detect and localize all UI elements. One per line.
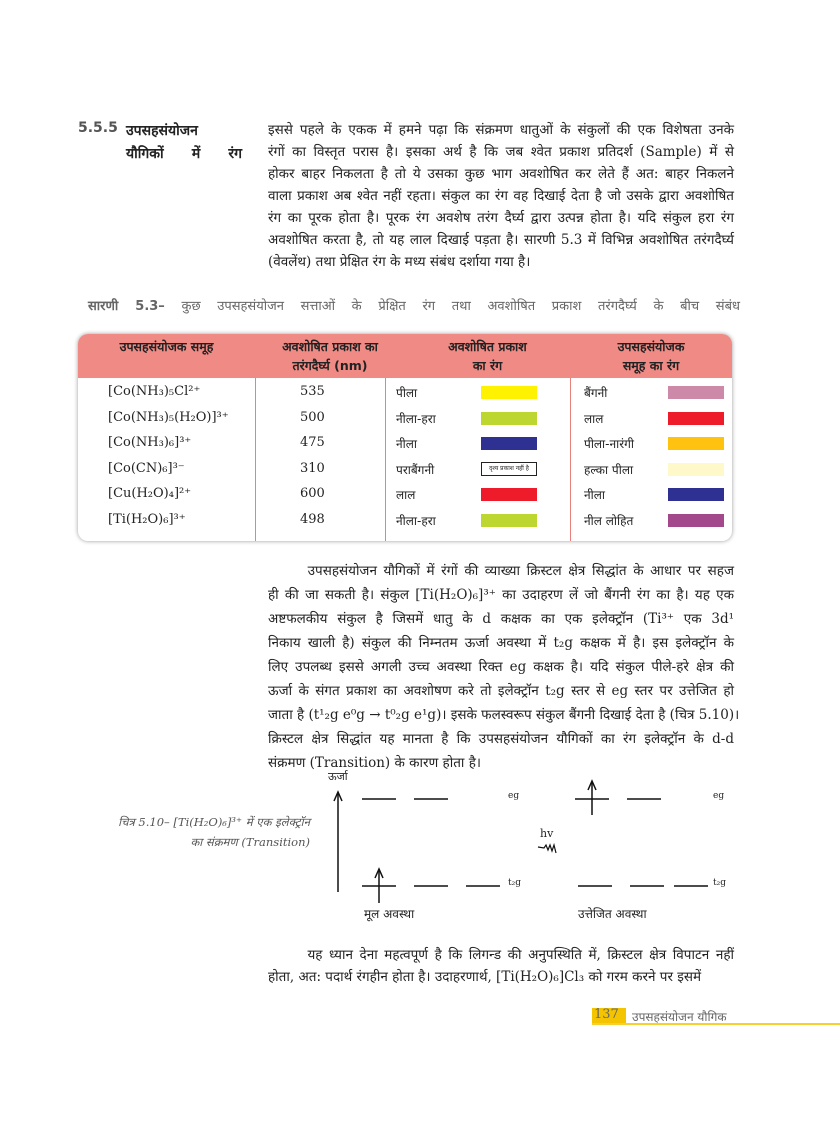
entity-formula: [Co(NH₃)₅(H₂O)]³⁺ xyxy=(108,409,229,425)
photon-wave xyxy=(538,845,556,853)
absorbed-color-name: नीला xyxy=(396,437,418,451)
header-observed-color: उपसहसंयोजक समूह का रंग xyxy=(617,339,685,373)
absorbed-color-name: लाल xyxy=(396,488,416,502)
text-line: इससे पहले के एकक में हमने पढ़ा कि संक्रमण धातुओं के संकुलों की एक विशेषता उनके xyxy=(268,122,734,138)
text-line: होकर बाहर निकलता है तो ये उसका कुछ भाग अवशोषित कर लेते हैं अत: बाहर निकलने xyxy=(268,166,734,182)
color-wavelength-table xyxy=(78,334,732,541)
absorbed-color-name: पराबैंगनी xyxy=(396,462,435,477)
observed-color-name: नील लोहित xyxy=(584,513,634,528)
energy-label: ऊर्जा xyxy=(328,770,348,783)
text-line: ऊर्जा के संगत प्रकाश का अवशोषण करे तो इलेक्ट्रॉन t₂g स्तर से eg स्तर पर उत्तेजित हो xyxy=(268,683,734,699)
ground-state-label: मूल अवस्था xyxy=(364,907,415,921)
observed-color-name: बैंगनी xyxy=(584,386,608,400)
wavelength-value: 475 xyxy=(300,435,325,450)
observed-color-name: लाल xyxy=(584,411,604,426)
crystal-field-paragraph xyxy=(268,559,740,775)
table-row xyxy=(78,380,732,405)
text-line: होता, अत: पदार्थ रंगहीन होता है। उदाहरणार्थ, [Ti(H₂O)₆]Cl₃ को गरम करने पर इसमें xyxy=(268,969,702,985)
header-wavelength: अवशोषित प्रकाश का तरंगदैर्घ्य (nm) xyxy=(282,339,378,373)
entity-formula: [Co(NH₃)₆]³⁺ xyxy=(108,435,192,450)
absorbed-note: दृश्य प्रकाश नहीं है xyxy=(481,462,537,476)
section-title-line: यौगिकों में रंग xyxy=(126,146,242,162)
absorbed-color-name: पीला xyxy=(396,386,418,400)
absorbed-color-swatch xyxy=(481,488,537,501)
observed-color-swatch xyxy=(668,463,724,476)
absorbed-color-swatch xyxy=(481,437,537,450)
text-line: यह ध्यान देना महत्वपूर्ण है कि लिगन्ड की अनुपस्थिति में, क्रिस्टल क्षेत्र विपाटन नहीं xyxy=(268,947,734,963)
text-line: क्रिस्टल क्षेत्र सिद्धांत यह मानता है कि उपसहसंयोजन यौगिकों का रंग इलेक्ट्रॉन के d-d xyxy=(268,731,734,747)
wavelength-value: 310 xyxy=(300,460,325,476)
text-line: अष्टफलकीय संकुल है जिसमें धातु के d कक्षक का एक इलेक्ट्रॉन (Ti³⁺ एक 3d¹ xyxy=(268,611,734,627)
t2g-label: t₂g xyxy=(713,878,726,888)
wavelength-value: 535 xyxy=(300,384,325,399)
header-absorbed-color: अवशोषित प्रकाश का रंग xyxy=(448,339,527,373)
text-line: जाता है (t¹₂g e⁰g → t⁰₂g e¹g)। इसके फलस्वरूप संकुल बैंगनी दिखाई देता है (चित्र 5.10)। xyxy=(268,707,740,723)
table-row xyxy=(78,482,732,507)
absorbed-color-swatch xyxy=(481,514,537,527)
photon-label: hv xyxy=(540,827,554,840)
section-number: 5.5.5 xyxy=(78,120,118,136)
text-line: रंगों का विस्तृत परास है। इसका अर्थ है कि जब श्वेत प्रकाश प्रतिदर्श (Sample) में से xyxy=(268,144,734,160)
table-row xyxy=(78,508,732,533)
entity-formula: [Ti(H₂O)₆]³⁺ xyxy=(108,511,186,527)
running-head: उपसहसंयोजन यौगिक xyxy=(632,1010,727,1024)
intro-paragraph xyxy=(268,119,734,273)
entity-formula: [Co(CN)₆]³⁻ xyxy=(108,460,185,476)
page-number: 137 xyxy=(594,1007,619,1022)
observed-color-swatch xyxy=(668,386,724,399)
t2g-label: t₂g xyxy=(508,878,521,888)
observed-color-swatch xyxy=(668,437,724,450)
wavelength-value: 500 xyxy=(300,409,325,425)
wavelength-value: 600 xyxy=(300,486,325,501)
header-entity: उपसहसंयोजक समूह xyxy=(119,339,214,354)
section-title xyxy=(126,120,242,166)
text-line: उपसहसंयोजन यौगिकों में रंगों की व्याख्या क्रिस्टल क्षेत्र सिद्धांत के आधार पर सहज xyxy=(268,563,734,579)
table-header xyxy=(78,334,732,378)
observed-color-name: नीला xyxy=(584,488,606,502)
entity-formula: [Cu(H₂O)₄]²⁺ xyxy=(108,486,192,501)
table-row xyxy=(78,406,732,431)
figure-caption: चित्र 5.10– [Ti(H₂O)₆]³⁺ में एक इलेक्ट्रॉन का संक्रमण (Transition) xyxy=(118,815,310,849)
text-line: ही की जा सकती है। संकुल [Ti(H₂O)₆]³⁺ का उदाहरण लें जो बैंगनी रंग का है। यह एक xyxy=(268,587,734,603)
ligand-absence-paragraph xyxy=(268,944,734,988)
table-caption-text: कुछ उपसहसंयोजन सत्ताओं के प्रेक्षित रंग तथा अवशोषित प्रकाश तरंगदैर्घ्य के बीच संबंध xyxy=(181,299,740,314)
section-title-line: उपसहसंयोजन xyxy=(126,123,198,139)
text-line: निकाय खाली है) संकुल की निम्नतम ऊर्जा अवस्था में t₂g कक्षक में है। इस इलेक्ट्रॉन के xyxy=(268,635,734,651)
text-line: रंग का पूरक होता है। पूरक रंग अवशेष तरंग दैर्घ्य द्वारा उत्पन्न होता है। यदि संकुल हरा रंग xyxy=(268,210,734,226)
text-line: वाला प्रकाश अब श्वेत नहीं रहता। संकुल का रंग वह दिखाई देता है जो उसके द्वारा अवशोषित xyxy=(268,188,734,204)
text-line: (वेवलेंथ) तथा प्रेक्षित रंग के मध्य संबंध दर्शाया गया है। xyxy=(268,254,531,270)
text-line: लिए उपलब्ध इससे अगली उच्च अवस्था रिक्त eg कक्षक है। यदि संकुल पीले-हरे क्षेत्र की xyxy=(268,659,734,675)
text-line: संक्रमण (Transition) के कारण होता है। xyxy=(268,755,481,771)
excited-state-label: उत्तेजित अवस्था xyxy=(578,907,647,921)
absorbed-color-name: नीला-हरा xyxy=(396,513,436,528)
observed-color-name: हल्का पीला xyxy=(584,462,634,477)
observed-color-swatch xyxy=(668,412,724,425)
energy-level-diagram xyxy=(320,765,750,930)
eg-label: eg xyxy=(508,791,520,801)
absorbed-color-name: नीला-हरा xyxy=(396,411,436,426)
table-row xyxy=(78,457,732,482)
wavelength-value: 498 xyxy=(300,511,325,527)
absorbed-color-swatch xyxy=(481,386,537,399)
observed-color-swatch xyxy=(668,514,724,527)
entity-formula: [Co(NH₃)₅Cl²⁺ xyxy=(108,384,201,399)
observed-color-name: पीला-नारंगी xyxy=(584,437,635,451)
eg-label: eg xyxy=(713,791,725,801)
table-row xyxy=(78,431,732,456)
observed-color-swatch xyxy=(668,488,724,501)
table-caption xyxy=(88,296,740,314)
text-line: अवशोषित करता है, तो यह लाल दिखाई पड़ता है। सारणी 5.3 में विभिन्न अवशोषित तरंगदैर्घ्य xyxy=(268,232,734,248)
table-caption-label: सारणी 5.3– xyxy=(88,299,165,314)
absorbed-color-swatch xyxy=(481,412,537,425)
